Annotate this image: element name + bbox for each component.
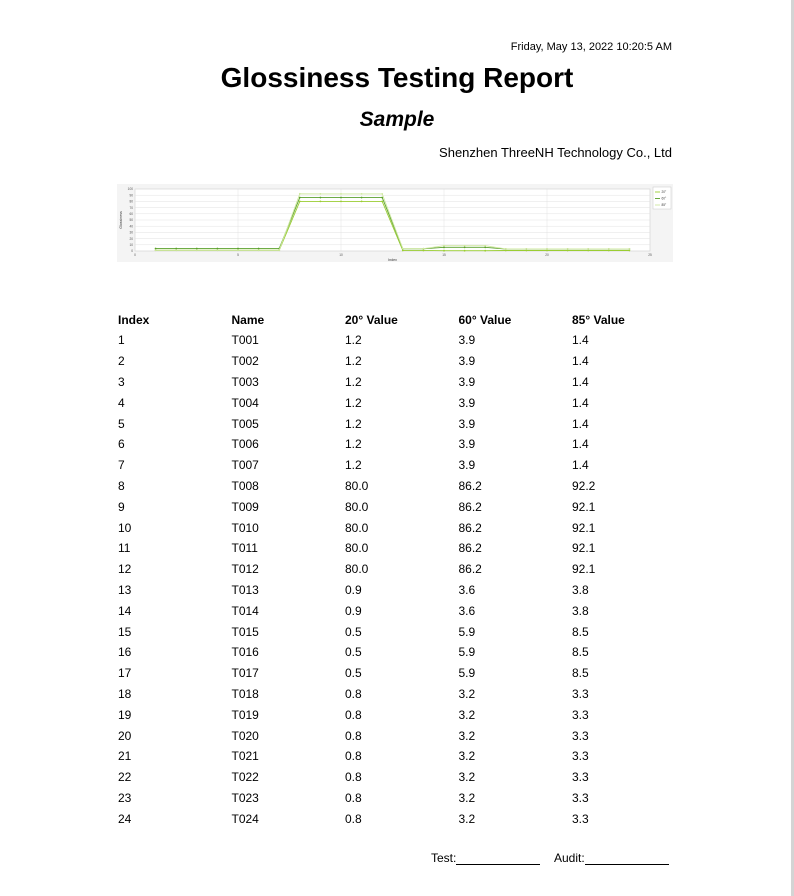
table-cell: 1.2 (345, 437, 362, 452)
audit-signature (554, 851, 669, 865)
table-cell: T003 (231, 374, 259, 389)
table-cell: 3.9 (458, 395, 476, 410)
table-row (118, 746, 686, 767)
data-point (381, 197, 383, 199)
table-cell: T014 (231, 603, 259, 618)
table-cell: 3.2 (458, 686, 476, 701)
table-cell: T002 (231, 354, 259, 369)
table-cell: 3.9 (458, 354, 476, 369)
table-cell: 1.4 (572, 374, 589, 389)
data-point (217, 249, 219, 251)
y-tick-label: 60 (129, 212, 133, 216)
glossiness-chart (117, 184, 673, 262)
data-point (423, 250, 425, 252)
table-cell: 3.3 (572, 686, 589, 701)
table-row (118, 496, 686, 517)
table-cell: T011 (231, 541, 258, 556)
table-cell: 12 (118, 562, 132, 577)
table-cell: 3.6 (458, 582, 476, 597)
table-cell: T019 (231, 707, 259, 722)
data-point (278, 249, 280, 251)
company-name: Shenzhen ThreeNH Technology Co., Ltd (439, 145, 672, 160)
table-cell: 22 (118, 770, 132, 785)
data-point (299, 201, 301, 203)
table-row (118, 788, 686, 809)
table-cell: 1.4 (572, 458, 589, 473)
table-cell: T004 (231, 395, 259, 410)
table-cell: 24 (118, 811, 132, 826)
table-cell: 8 (118, 478, 125, 493)
x-axis-label: Index (388, 258, 397, 262)
data-point (340, 197, 342, 199)
table-cell: T020 (231, 728, 259, 743)
table-cell: 80.0 (345, 541, 369, 556)
table-cell: 6 (118, 437, 125, 452)
data-point (340, 201, 342, 203)
data-point (299, 197, 301, 199)
y-tick-label: 10 (129, 243, 133, 247)
table-cell: 17 (118, 666, 132, 681)
x-tick-label: 20 (545, 253, 549, 257)
table-cell: 1.4 (572, 354, 589, 369)
data-point (484, 246, 486, 248)
table-row (118, 808, 686, 829)
table-cell: 3 (118, 374, 125, 389)
table-cell: T013 (231, 582, 259, 597)
table-cell: 0.8 (345, 686, 362, 701)
table-cell: 1.4 (572, 395, 589, 410)
table-cell: 15 (118, 624, 132, 639)
table-cell: 20 (118, 728, 132, 743)
table-cell: 86.2 (458, 541, 482, 556)
table-row (118, 621, 686, 642)
table-cell: 0.8 (345, 770, 362, 785)
table-cell: 0.8 (345, 707, 362, 722)
table-cell: 3.8 (572, 582, 589, 597)
table-cell: T015 (231, 624, 259, 639)
data-point (361, 193, 363, 195)
table-header-row (118, 309, 686, 330)
table-cell: 8.5 (572, 624, 589, 639)
table-cell: 23 (118, 790, 132, 805)
table-cell: T018 (231, 686, 259, 701)
table-cell: 92.1 (572, 520, 596, 535)
table-cell: T009 (231, 499, 259, 514)
data-point (629, 248, 631, 250)
table-cell: T017 (231, 666, 259, 681)
table-row (118, 559, 686, 580)
table-cell: 19 (118, 707, 132, 722)
y-axis-label: Glossiness (119, 211, 123, 229)
table-cell: 86.2 (458, 499, 482, 514)
table-cell: 5 (118, 416, 125, 431)
test-signature (431, 851, 540, 865)
table-row (118, 372, 686, 393)
table-cell: 8.5 (572, 666, 589, 681)
column-header: 20° Value (345, 312, 398, 327)
table-row (118, 642, 686, 663)
table-cell: 3.2 (458, 790, 476, 805)
y-tick-label: 80 (129, 199, 133, 204)
table-cell: 3.9 (458, 374, 476, 389)
data-point (505, 248, 507, 250)
table-cell: 1 (118, 333, 125, 348)
data-point (155, 248, 157, 250)
table-cell: 1.4 (572, 333, 589, 348)
table-row (118, 392, 686, 413)
table-row (118, 684, 686, 705)
column-header: 60° Value (458, 312, 512, 327)
table-cell: 80.0 (345, 499, 369, 514)
table-row (118, 580, 686, 601)
table-row (118, 538, 686, 559)
data-point (443, 246, 445, 248)
data-point (258, 248, 260, 250)
x-tick-label: 10 (339, 253, 343, 257)
table-cell: 1.2 (345, 416, 362, 431)
data-point (320, 201, 322, 203)
x-tick-label: 5 (237, 253, 239, 257)
table-cell: 86.2 (458, 520, 482, 535)
data-point (361, 197, 363, 199)
data-point (484, 250, 486, 252)
table-cell: 7 (118, 458, 125, 473)
test-signature-line (456, 851, 540, 865)
table-cell: 21 (118, 749, 132, 764)
table-cell: 0.8 (345, 728, 362, 743)
table-cell: T006 (231, 437, 259, 452)
table-cell: 1.2 (345, 374, 362, 389)
table-row (118, 517, 686, 538)
table-row (118, 663, 686, 684)
table-cell: 0.8 (345, 790, 362, 805)
table-cell: 92.1 (572, 562, 596, 577)
data-point (299, 193, 301, 195)
data-point (402, 250, 404, 252)
table-cell: 1.2 (345, 458, 362, 473)
legend-entry: 20° (661, 190, 667, 195)
data-point (217, 248, 219, 250)
table-cell: T021 (231, 749, 259, 764)
table-cell: 80.0 (345, 478, 369, 493)
table-cell: 3.9 (458, 416, 476, 431)
table-cell: 0.9 (345, 582, 362, 597)
legend-entry: 85° (661, 203, 667, 208)
table-cell: 1.4 (572, 416, 589, 431)
data-point (464, 246, 466, 248)
y-tick-label: 90 (129, 193, 133, 198)
x-tick-label: 25 (648, 253, 652, 257)
data-point (175, 249, 177, 251)
data-point (567, 248, 569, 250)
table-cell: T005 (231, 416, 259, 431)
table-cell: 5.9 (458, 666, 476, 681)
data-point (237, 248, 239, 250)
data-point (196, 248, 198, 250)
table-cell: 92.2 (572, 478, 596, 493)
table-cell: 80.0 (345, 520, 369, 535)
table-cell: 3.3 (572, 770, 589, 785)
table-cell: T023 (231, 790, 259, 805)
table-cell: 0.8 (345, 811, 362, 826)
table-cell: 3.9 (458, 458, 476, 473)
table-cell: 92.1 (572, 541, 596, 556)
column-header: Index (118, 312, 150, 327)
table-cell: 3.3 (572, 811, 589, 826)
table-cell: 16 (118, 645, 132, 660)
table-row (118, 434, 686, 455)
table-cell: 5.9 (458, 624, 476, 639)
data-point (587, 248, 589, 250)
data-point (526, 248, 528, 250)
table-cell: T024 (231, 811, 259, 826)
data-point (237, 249, 239, 251)
table-row (118, 704, 686, 725)
table-cell: 13 (118, 582, 132, 597)
results-table (118, 309, 686, 829)
data-point (484, 245, 486, 247)
table-cell: T008 (231, 478, 259, 493)
data-point (340, 193, 342, 195)
table-cell: 8.5 (572, 645, 589, 660)
table-cell: 1.2 (345, 333, 362, 348)
table-row (118, 351, 686, 372)
table-cell: 0.8 (345, 749, 362, 764)
y-tick-label: 40 (129, 224, 133, 229)
audit-label: Audit: (554, 851, 585, 865)
audit-signature-line (585, 851, 669, 865)
table-cell: T012 (231, 562, 259, 577)
table-cell: 86.2 (458, 478, 482, 493)
table-cell: T022 (231, 770, 259, 785)
table-cell: 9 (118, 499, 125, 514)
legend-entry: 60° (661, 196, 667, 201)
table-cell: 18 (118, 686, 132, 701)
table-cell: 3.8 (572, 603, 589, 618)
table-cell: 0.5 (345, 666, 362, 681)
data-point (402, 248, 404, 250)
data-point (258, 249, 260, 251)
table-cell: 1.2 (345, 395, 362, 410)
report-datetime: Friday, May 13, 2022 10:20:5 AM (510, 41, 672, 53)
table-cell: 14 (118, 603, 132, 618)
data-point (175, 248, 177, 250)
table-cell: 3.3 (572, 790, 589, 805)
table-cell: 0.9 (345, 603, 362, 618)
data-point (361, 201, 363, 203)
table-cell: 10 (118, 520, 132, 535)
table-row (118, 413, 686, 434)
column-header: Name (231, 312, 265, 327)
data-point (464, 245, 466, 247)
report-subtitle: Sample (359, 108, 435, 131)
test-label: Test: (431, 851, 457, 865)
table-row (118, 330, 686, 351)
y-tick-label: 0 (131, 249, 133, 254)
table-cell: 3.6 (458, 603, 476, 618)
y-tick-label: 30 (129, 230, 133, 235)
y-tick-label: 20 (129, 236, 133, 241)
table-cell: 3.3 (572, 707, 589, 722)
column-header: 85° Value (572, 312, 625, 327)
y-tick-label: 100 (127, 187, 133, 192)
data-point (443, 250, 445, 252)
table-cell: 3.2 (458, 770, 476, 785)
data-point (320, 193, 322, 195)
table-cell: 86.2 (458, 562, 482, 577)
table-row (118, 600, 686, 621)
data-point (546, 248, 548, 250)
table-cell: 4 (118, 395, 125, 410)
data-point (608, 248, 610, 250)
table-cell: 5.9 (458, 645, 476, 660)
data-point (381, 193, 383, 195)
table-cell: T001 (231, 333, 259, 348)
table-cell: 0.5 (345, 624, 362, 639)
table-cell: 3.9 (458, 437, 476, 452)
data-point (464, 250, 466, 252)
data-point (423, 248, 425, 250)
table-row (118, 476, 686, 497)
table-cell: T016 (231, 645, 259, 660)
data-point (155, 249, 157, 251)
report-title: Glossiness Testing Report (220, 62, 574, 93)
data-point (320, 197, 322, 199)
y-tick-label: 70 (129, 205, 133, 210)
table-cell: 3.2 (458, 749, 476, 764)
table-cell: 1.2 (345, 354, 362, 369)
table-cell: 11 (118, 541, 131, 556)
data-point (443, 245, 445, 247)
table-row (118, 725, 686, 746)
table-cell: T007 (231, 458, 259, 473)
table-cell: 3.9 (458, 333, 476, 348)
table-row (118, 455, 686, 476)
table-cell: 80.0 (345, 562, 369, 577)
table-row (118, 767, 686, 788)
table-cell: 3.3 (572, 749, 589, 764)
data-point (196, 249, 198, 251)
table-cell: 3.2 (458, 707, 476, 722)
table-cell: 92.1 (572, 499, 596, 514)
x-tick-label: 0 (134, 253, 136, 257)
data-point (381, 201, 383, 203)
table-cell: 2 (118, 354, 125, 369)
y-tick-label: 50 (129, 218, 133, 223)
table-cell: 3.2 (458, 811, 476, 826)
table-cell: 1.4 (572, 437, 589, 452)
table-cell: 3.2 (458, 728, 476, 743)
x-tick-label: 15 (442, 253, 446, 257)
table-cell: 0.5 (345, 645, 362, 660)
table-cell: 3.3 (572, 728, 589, 743)
table-body (118, 330, 686, 829)
table-cell: T010 (231, 520, 259, 535)
